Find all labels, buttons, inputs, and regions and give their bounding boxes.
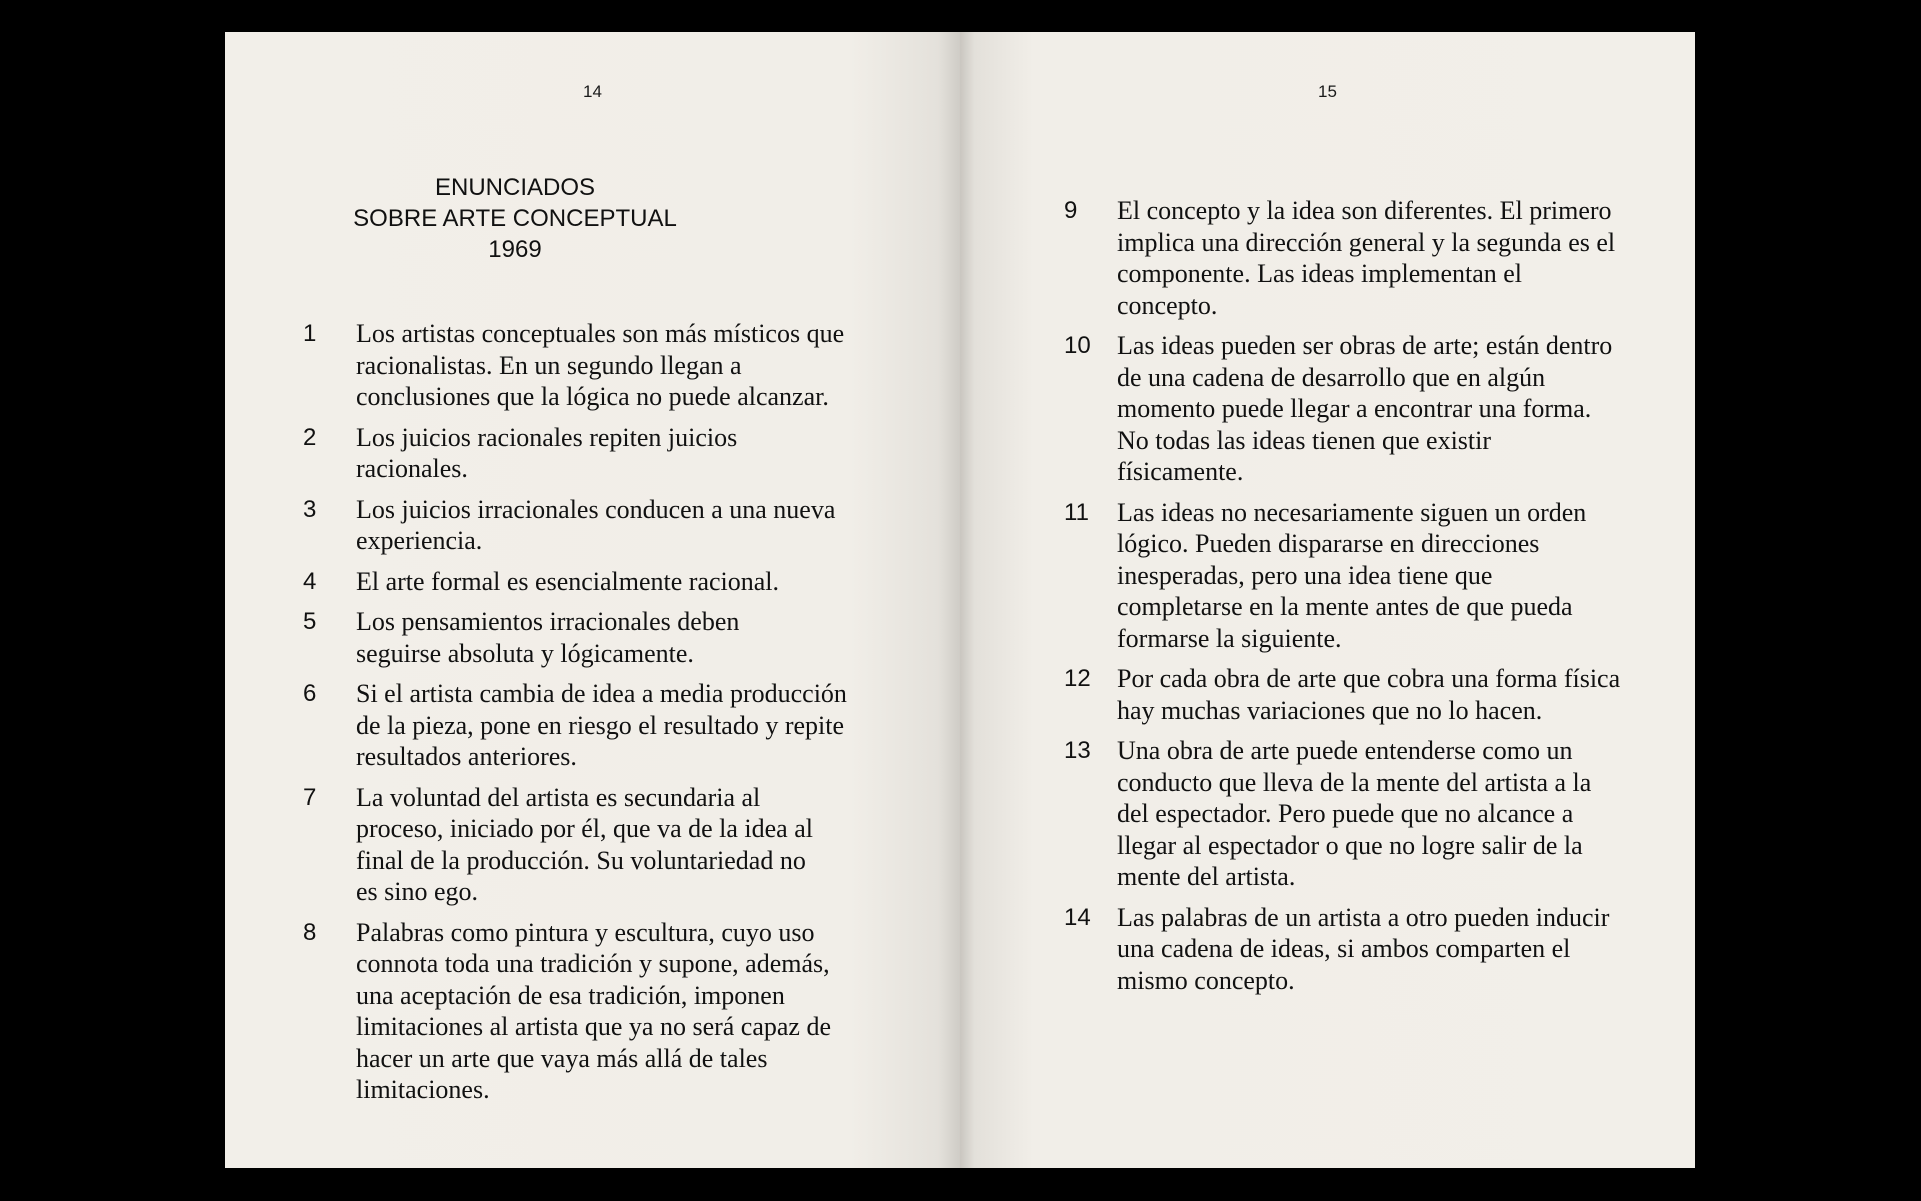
statement-text: Por cada obra de arte que cobra una forma física hay muchas variaciones que no lo hacen. bbox=[1117, 664, 1621, 725]
statement-text: El concepto y la idea son diferentes. El primero implica una dirección general y la segunda es el componente. Las ideas implementan el concepto. bbox=[1117, 196, 1616, 320]
statement-text: Los juicios racionales repiten juicios racionales. bbox=[356, 422, 738, 483]
statement-item bbox=[303, 917, 943, 1106]
statement-item bbox=[303, 318, 943, 413]
statement-item bbox=[1064, 330, 1684, 488]
statement-number: 8 bbox=[303, 918, 317, 946]
statement-number: 9 bbox=[1064, 197, 1078, 224]
statement-number: 14 bbox=[1064, 903, 1091, 931]
statement-text: Los artistas conceptuales son más místicos que racionalistas. En un segundo llegan a conclusiones que la lógica no puede alcanzar. bbox=[356, 319, 845, 411]
statement-number: 3 bbox=[303, 495, 317, 523]
statement-item bbox=[303, 606, 943, 669]
statement-text: Las ideas no necesariamente siguen un orden lógico. Pueden dispararse en direcciones inesperadas, pero una idea tiene que completarse en la mente antes de que pueda formarse la siguiente. bbox=[1117, 497, 1587, 653]
statement-number: 6 bbox=[303, 680, 317, 707]
statement-text: La voluntad del artista es secundaria al proceso, iniciado por él, que va de la idea al final de la producción. Su voluntariedad no es sino ego. bbox=[356, 782, 813, 906]
statement-item bbox=[1064, 663, 1684, 726]
statement-item bbox=[303, 678, 943, 773]
statement-item bbox=[1064, 497, 1684, 655]
year-line: 1969 bbox=[488, 236, 542, 263]
page-number: 14 bbox=[583, 82, 602, 101]
statement-text: Una obra de arte puede entenderse como un conducto que lleva de la mente del artista a la del espectador. Pero puede que no alcance a llegar al espectador o que no logre salir de la mente del artista. bbox=[1117, 736, 1592, 891]
statement-text: Las palabras de un artista a otro pueden inducir una cadena de ideas, si ambos comparten el mismo concepto. bbox=[1117, 902, 1610, 995]
right-page bbox=[960, 32, 1695, 1168]
statement-list bbox=[303, 318, 943, 1115]
statement-text: Si el artista cambia de idea a media producción de la pieza, pone en riesgo el resultado y repite resultados anteriores. bbox=[356, 679, 847, 771]
statement-item bbox=[1064, 195, 1684, 321]
statement-item bbox=[303, 566, 943, 598]
title-line: ENUNCIADOS bbox=[434, 174, 596, 201]
statement-number: 1 bbox=[303, 320, 317, 347]
statement-number: 11 bbox=[1064, 498, 1089, 526]
statement-list-right bbox=[1064, 195, 1684, 1005]
book-spread bbox=[225, 32, 1695, 1168]
page-title bbox=[345, 172, 685, 265]
statement-item bbox=[1064, 902, 1684, 997]
statement-item bbox=[303, 494, 943, 557]
statement-text: Las ideas pueden ser obras de arte; están dentro de una cadena de desarrollo que en algún momento puede llegar a encontrar una forma. No todas las ideas tienen que existir físicamente. bbox=[1117, 331, 1613, 486]
statement-text: El arte formal es esencialmente racional. bbox=[356, 566, 780, 596]
statement-number: 2 bbox=[303, 423, 317, 451]
subtitle-line: SOBRE ARTE CONCEPTUAL bbox=[353, 205, 677, 232]
statement-item bbox=[1064, 735, 1684, 893]
statement-number: 10 bbox=[1064, 332, 1091, 359]
statement-text: Palabras como pintura y escultura, cuyo uso connota toda una tradición y supone, además, una aceptación de esa tradición, imponen limitaciones al artista que ya no será capaz de hacer un arte que vaya más allá de tales limitaciones. bbox=[356, 917, 832, 1104]
statement-number: 12 bbox=[1064, 665, 1091, 692]
statement-item bbox=[303, 782, 943, 908]
statement-number: 4 bbox=[303, 567, 317, 595]
statement-text: Los pensamientos irracionales deben seguirse absoluta y lógicamente. bbox=[356, 607, 740, 668]
statement-item bbox=[303, 422, 943, 485]
statement-number: 13 bbox=[1064, 737, 1091, 764]
statement-text: Los juicios irracionales conducen a una nueva experiencia. bbox=[356, 494, 836, 555]
statement-number: 5 bbox=[303, 608, 317, 635]
statement-number: 7 bbox=[303, 783, 317, 811]
page-number: 15 bbox=[1318, 82, 1337, 101]
left-page bbox=[225, 32, 960, 1168]
